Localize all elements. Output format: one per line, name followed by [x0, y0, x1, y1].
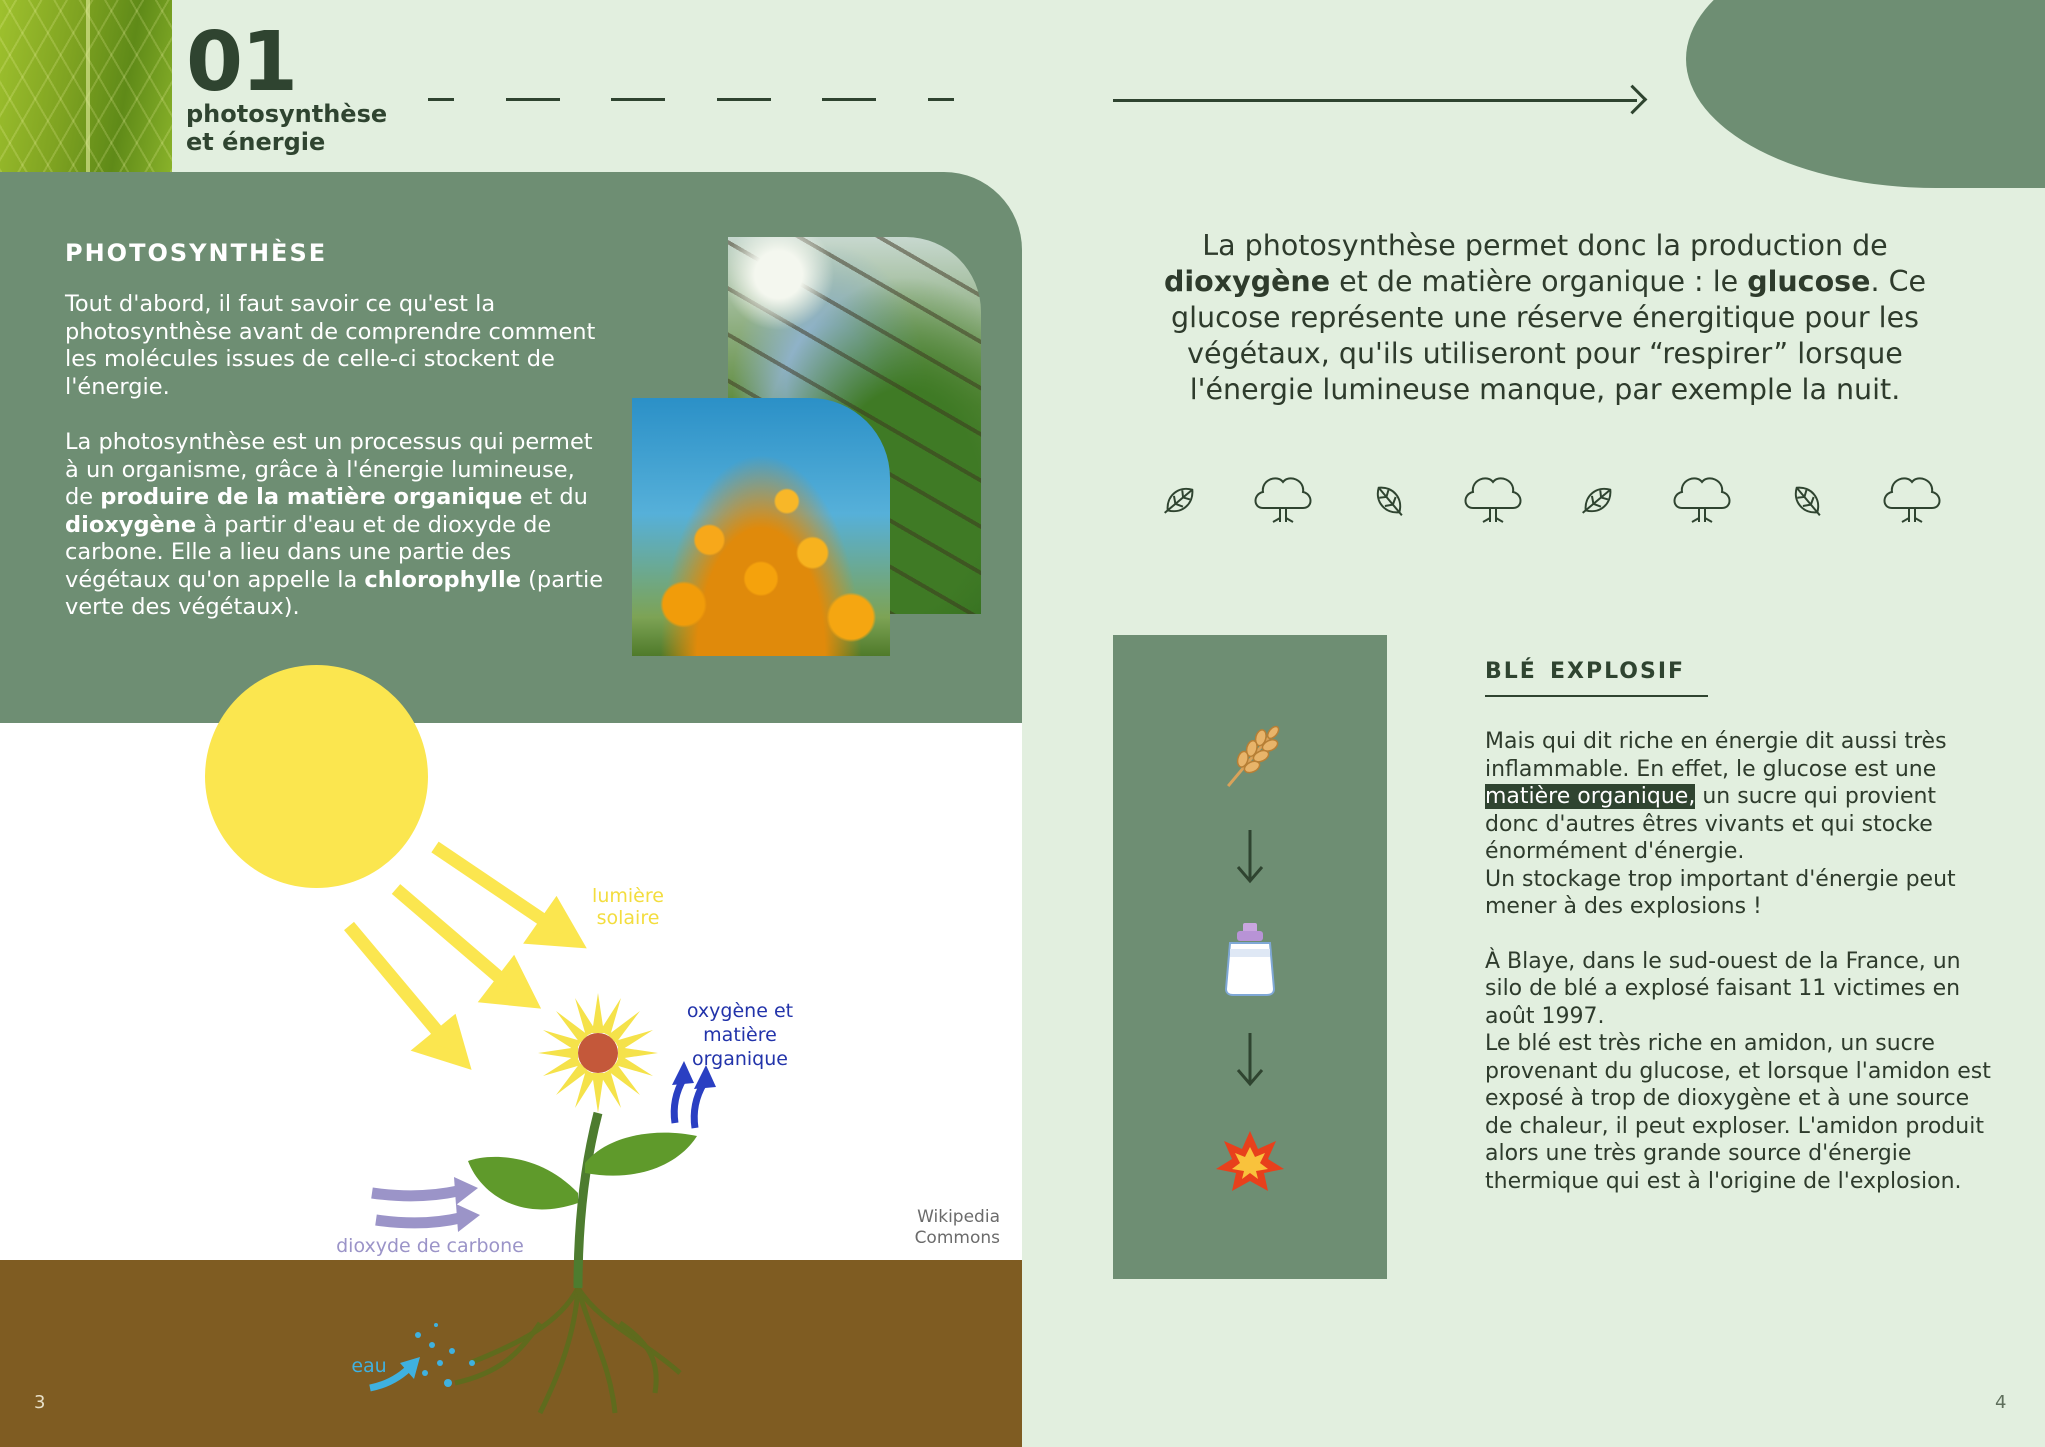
label-oxygen — [670, 999, 810, 1071]
co2-arrowhead — [454, 1177, 478, 1205]
leaf-icon — [1577, 483, 1616, 520]
explosion-icon — [1216, 1131, 1284, 1191]
image-credit — [900, 1207, 1000, 1249]
chapter-title-line1: photosynthèse — [186, 100, 388, 128]
dash-segment — [506, 98, 560, 101]
leaf-icon — [1790, 482, 1827, 521]
paragraph-spacer — [1485, 921, 1995, 948]
text-run: (partie verte des végétaux). — [65, 566, 604, 620]
dash-segment — [428, 98, 454, 101]
paragraph-inflammable — [1485, 728, 1995, 866]
credit-line2: Commons — [914, 1228, 1000, 1248]
heading-underline — [1485, 695, 1708, 697]
paragraph-blaye: À Blaye, dans le sud-ouest de la France, un silo de blé a explosé faisant 11 victimes en août 1997. — [1485, 948, 1961, 1029]
tree-icon — [1466, 478, 1521, 522]
page-number-right: 4 — [1995, 1392, 2007, 1413]
sun-ray-arrow — [396, 889, 508, 985]
chapter-title-line2: et énergie — [186, 128, 326, 156]
process-flow — [1113, 635, 1387, 1279]
dash-segment — [611, 98, 665, 101]
highlighted-term: matière organique, — [1485, 784, 1696, 809]
arrow-down-icon — [1238, 830, 1262, 881]
text-run: et de matière organique : le — [1330, 265, 1748, 298]
dash-segment — [822, 98, 876, 101]
chapter-number: 01 — [186, 15, 297, 110]
leaf-icon — [1372, 482, 1409, 521]
sunflower-center — [578, 1033, 618, 1073]
dash-segment — [928, 98, 954, 101]
sugar-jar-icon — [1226, 923, 1274, 995]
bold-run: glucose — [1747, 265, 1871, 298]
plant-leaf-right — [585, 1133, 697, 1176]
sun-ray-arrow — [435, 847, 552, 926]
photosynthesis-diagram — [0, 723, 1022, 1447]
definition-paragraph — [65, 429, 610, 622]
bold-run: produire de la matière organique — [100, 484, 523, 510]
text-run: La photosynthèse permet donc la production de — [1202, 229, 1888, 262]
plant-leaf-left — [468, 1157, 578, 1210]
text-run: à partir d'eau et de dioxyde de carbone. Elle a lieu dans une partie des végétaux qu'on appelle la — [65, 511, 552, 593]
decorative-blob — [1686, 0, 2045, 188]
paragraph-amidon: Le blé est très riche en amidon, un sucre provenant du glucose, et lorsque l'amidon est exposé à trop de dioxygène et à une source de chaleur, il peut exploser. L'amidon produit alors une très grande source d'énergie thermique qui est à l'origine de l'explosion. — [1485, 1031, 1991, 1194]
sun-ray-arrow — [349, 926, 443, 1038]
text-run: un sucre qui provient donc d'autres êtres vivants et qui stocke énormément d'énergie. — [1485, 784, 1937, 864]
dash-segment — [717, 98, 771, 101]
arrow-right-icon — [1618, 85, 1648, 115]
bold-run: chlorophylle — [364, 566, 521, 593]
text-run: et du — [522, 484, 588, 510]
plant-stem — [578, 1113, 598, 1288]
text-run: . Ce glucose représente une réserve énergitique pour les végétaux, qu'ils utiliseront pour “respirer” lorsque l'énergie lumineuse manque, par exemple la nuit. — [1171, 265, 1927, 406]
header-arrow-line — [1113, 99, 1637, 102]
arrow-down-icon — [1238, 1033, 1262, 1084]
text-run: La photosynthèse est un processus qui permet à un organisme, grâce à l'énergie lumineuse, de — [65, 429, 593, 510]
text-run: Mais qui dit riche en énergie dit aussi très inflammable. En effet, le glucose est une — [1485, 729, 1947, 782]
label-sunlight — [568, 885, 688, 929]
chapter-title — [186, 100, 387, 156]
plant-roots — [455, 1288, 680, 1413]
orange-flowers-photo — [632, 398, 890, 656]
tree-icon — [1256, 478, 1311, 522]
label-co2: dioxyde de carbone — [336, 1235, 524, 1257]
explosion-text — [1485, 728, 1995, 1195]
label-sunlight-line2: solaire — [596, 907, 660, 929]
intro-paragraph: Tout d'abord, il faut savoir ce qu'est la photosynthèse avant de comprendre comment les molécules issues de celle-ci stockent de l'énergie. — [65, 291, 596, 400]
bold-run: dioxygène — [65, 511, 197, 538]
decorative-icon-row — [1155, 470, 1945, 530]
leaf-texture-image — [0, 0, 172, 172]
credit-line1: Wikipedia — [917, 1207, 1000, 1227]
section-heading-photosynthese: photosynthèse — [65, 230, 328, 270]
page-number-left: 3 — [34, 1392, 46, 1413]
label-water: eau — [351, 1355, 387, 1377]
water-droplets — [415, 1323, 475, 1387]
sunflower-head — [538, 993, 658, 1113]
glucose-paragraph — [1140, 228, 1950, 408]
label-oxygen-line2: matière — [703, 1024, 777, 1046]
section-heading-ble-explosif: blé explosif — [1485, 648, 1686, 686]
wheat-icon — [1217, 718, 1288, 795]
co2-arrows — [372, 1191, 460, 1223]
paragraph-stockage: Un stockage trop important d'énergie peut mener à des explosions ! — [1485, 866, 1956, 919]
tree-icon — [1885, 478, 1940, 522]
bold-run: dioxygène — [1163, 265, 1331, 298]
tree-icon — [1675, 478, 1730, 522]
sunlight-arrows — [349, 847, 575, 1060]
label-sunlight-line1: lumière — [592, 885, 664, 907]
label-oxygen-line3: organique — [692, 1048, 788, 1070]
leaf-icon — [1159, 483, 1198, 520]
label-oxygen-line1: oxygène et — [686, 1000, 794, 1022]
co2-arrowhead — [456, 1204, 480, 1232]
